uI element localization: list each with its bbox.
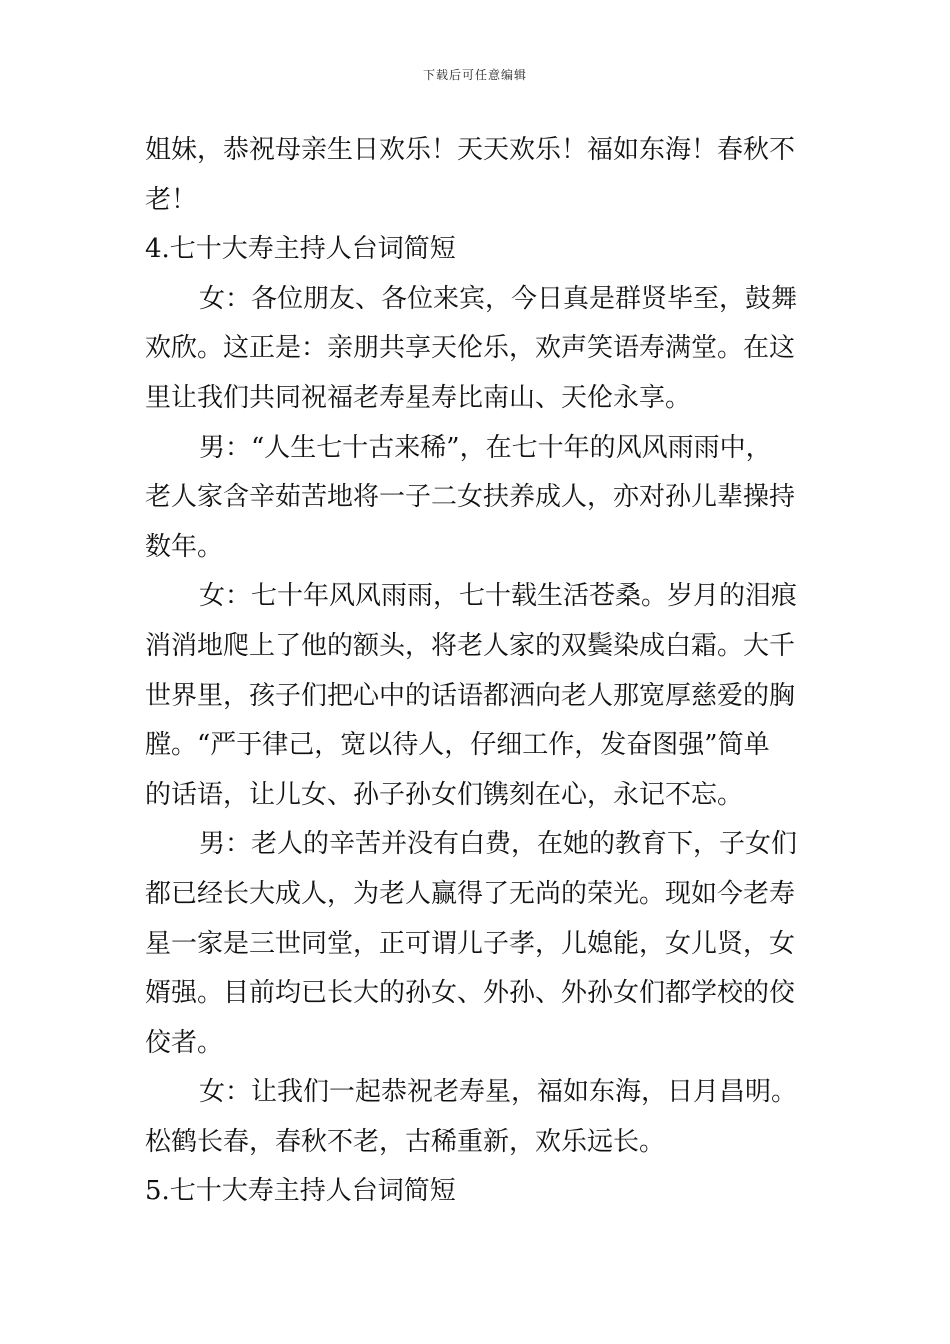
header-note: 下载后可任意编辑 <box>422 68 527 82</box>
text-line: 5.七十大寿主持人台词简短 <box>145 1176 456 1207</box>
document-body <box>145 126 810 1217</box>
text-line: 欢欣。这正是：亲朋共享天伦乐，欢声笑语寿满堂。在这 <box>145 333 796 364</box>
text-line: 男：老人的辛苦并没有白费，在她的教育下，子女们 <box>199 829 798 860</box>
text-line: 世界里，孩子们把心中的话语都洒向老人那宽厚慈爱的胸 <box>145 680 796 711</box>
text-line: 男：“人生七十古来稀”，在七十年的风风雨雨中， <box>199 432 772 463</box>
text-line: 老人家含辛茹苦地将一子二女扶养成人，亦对孙儿辈操持 <box>145 482 796 513</box>
text-line: 数年。 <box>145 531 224 562</box>
text-line: 女：七十年风风雨雨，七十载生活苍桑。岁月的泪痕 <box>199 581 798 612</box>
text-line: 女：让我们一起恭祝老寿星，福如东海，日月昌明。 <box>199 1077 798 1108</box>
text-line: 都已经长大成人，为老人赢得了无尚的荣光。现如今老寿 <box>145 878 796 909</box>
text-line: 消消地爬上了他的额头，将老人家的双鬓染成白霜。大千 <box>145 630 796 661</box>
text-line: 膛。“严于律己，宽以待人，仔细工作，发奋图强”简单 <box>145 730 770 761</box>
text-line: 4.七十大寿主持人台词简短 <box>145 234 456 265</box>
text-line: 星一家是三世同堂，正可谓儿子孝，儿媳能，女儿贤，女 <box>145 928 796 959</box>
text-line: 里让我们共同祝福老寿星寿比南山、天伦永享。 <box>145 382 692 413</box>
text-line: 女：各位朋友、各位来宾，今日真是群贤毕至，鼓舞 <box>199 283 798 314</box>
text-line: 松鹤长春，春秋不老，古稀重新，欢乐远长。 <box>145 1126 666 1157</box>
text-line: 佼者。 <box>145 1027 224 1058</box>
text-line: 老！ <box>145 184 198 215</box>
text-line: 婿强。目前均已长大的孙女、外孙、外孙女们都学校的佼 <box>145 978 796 1009</box>
text-line: 姐妹，恭祝母亲生日欢乐！天天欢乐！福如东海！春秋不 <box>145 135 796 165</box>
text-line: 的话语，让儿女、孙子孙女们镌刻在心，永记不忘。 <box>145 779 744 810</box>
